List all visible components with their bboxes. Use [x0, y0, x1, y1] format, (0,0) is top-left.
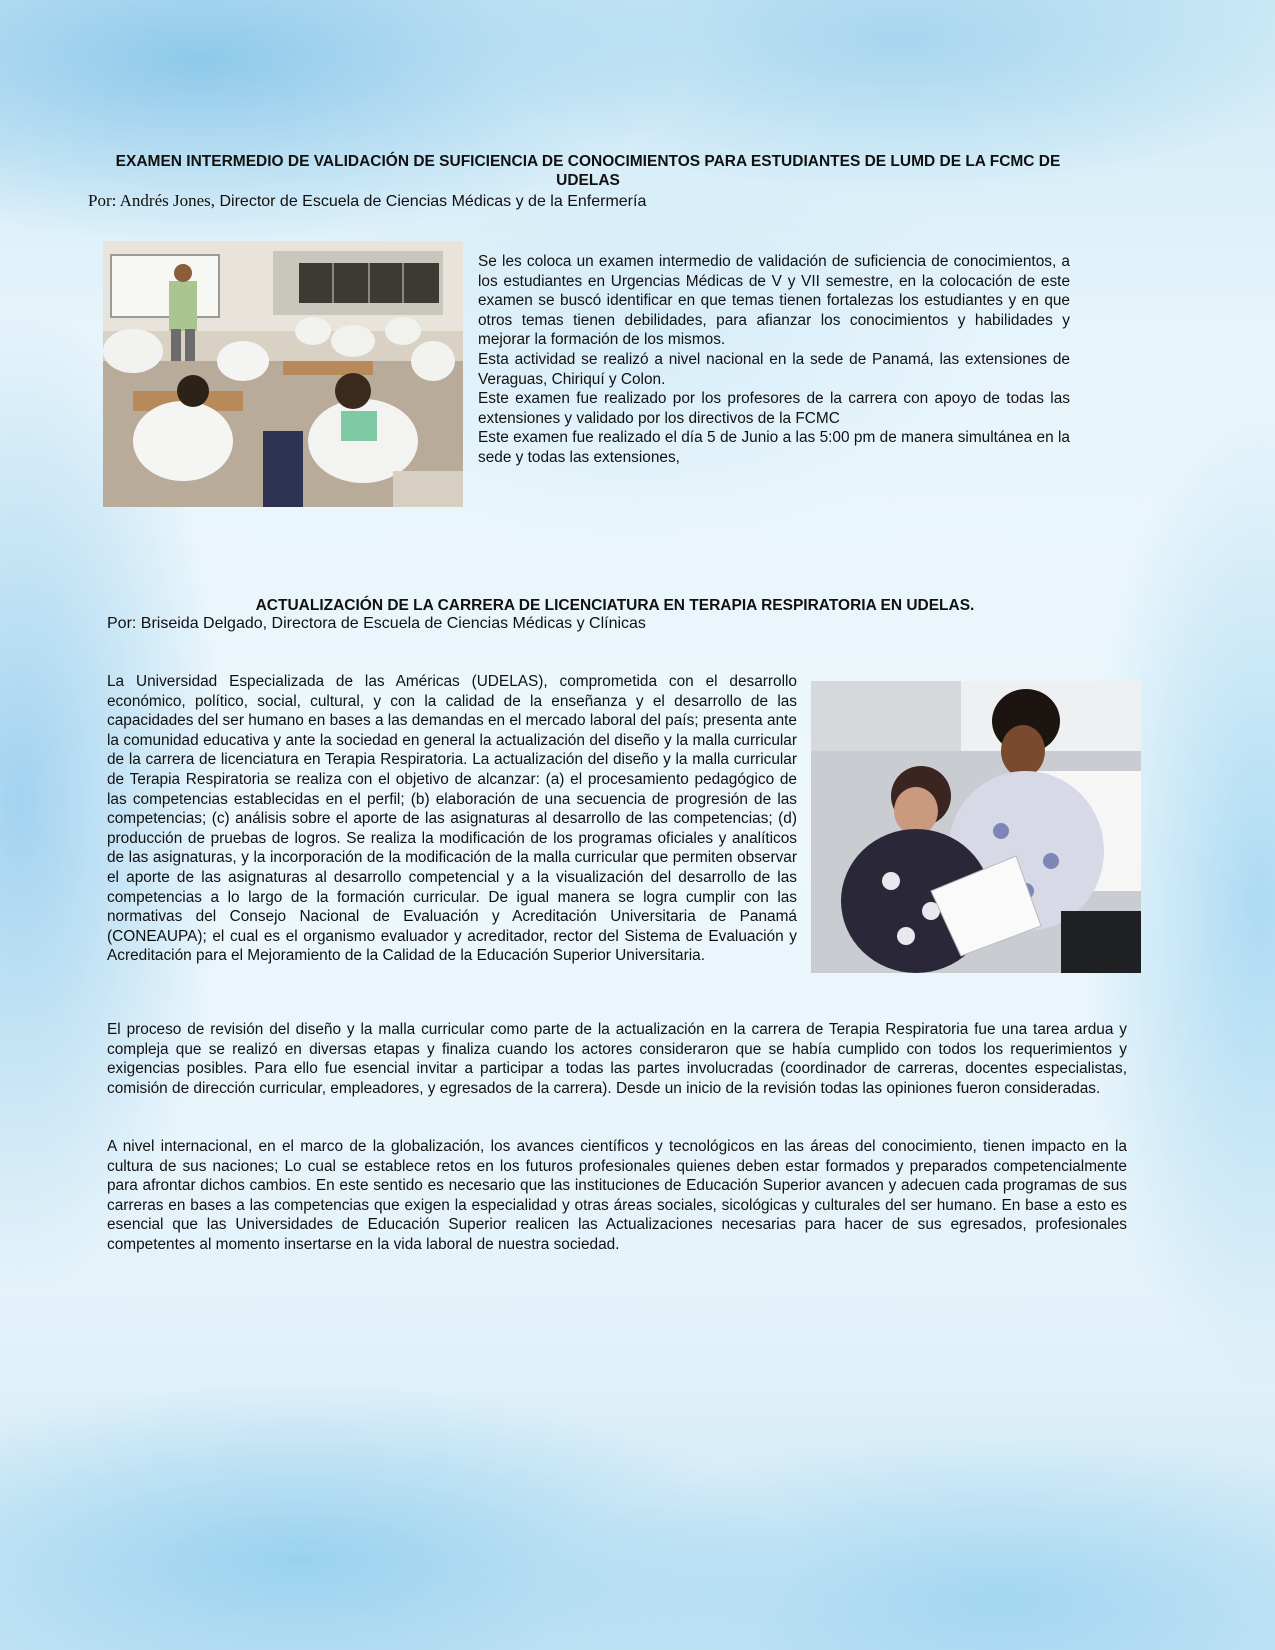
article1-byline-rest: Director de Escuela de Ciencias Médicas y de la Enfermería [215, 193, 647, 210]
article1-title: EXAMEN INTERMEDIO DE VALIDACIÓN DE SUFICIENCIA DE CONOCIMIENTOS PARA ESTUDIANTES DE LUMD DE LA FCMC DE UDELAS [115, 153, 1061, 189]
classroom-exam-photo [103, 241, 463, 507]
article2-paragraph-2: El proceso de revisión del diseño y la malla curricular como parte de la actualización en la carrera de Terapia Respiratoria fue una tarea ardua y compleja que se realizó en diversas etapas y finaliza cuando los actores consideraron que se había cumplido con todos los requerimientos y exigencias posibles. Para ello fue esencial invitar a participar a todas las partes involucradas (coordinador de carreras, docentes especialistas, comisión de dirección curricular, empleadores, y egresados de la carrera). Desde un inicio de la revisión todas las opiniones fueron consideradas. [107, 1021, 1127, 1097]
article2-title: ACTUALIZACIÓN DE LA CARRERA DE LICENCIATURA EN TERAPIA RESPIRATORIA EN UDELAS. [255, 597, 975, 614]
curriculum-review-photo [811, 681, 1141, 973]
article1-paragraph-3: Este examen fue realizado por los profesores de la carrera con apoyo de todas las extensiones y validado por los directivos de la FCMC [478, 390, 1070, 427]
article1-paragraph-4: Este examen fue realizado el día 5 de Junio a las 5:00 pm de manera simultánea en la sede y todas las extensiones, [478, 429, 1070, 466]
article1-byline-prefix: Por: Andrés Jones, [88, 191, 216, 210]
article1-paragraph-2: Esta actividad se realizó a nivel nacional en la sede de Panamá, las extensiones de Veraguas, Chiriquí y Colon. [478, 350, 1070, 388]
article1-byline [88, 191, 988, 212]
article2-intro: La Universidad Especializada de las Américas (UDELAS), comprometida con el desarrollo económico, político, social, cultural, y con la calidad de la enseñanza y el desarrollo de las capacidades del ser humano en bases a las demandas en el mercado laboral del país; presenta ante la comunidad educativa y ante la sociedad en general la actualización del diseño y la malla curricular de la carrera de licenciatura en Terapia Respiratoria. La actualización del diseño y la malla curricular de Terapia Respiratoria se realiza con el objetivo de alcanzar: (a) el procesamiento pedagógico de las competencias establecidas en el perfil; (b) elaboración de una secuencia de progresión de las competencias; (c) análisis sobre el aporte de las asignaturas al desarrollo de las competencias; (d) producción de pruebas de logros. Se realiza la modificación de los programas oficiales y analíticos de las asignaturas, y la incorporación de la modificación de la malla curricular que permiten observar el aporte de las asignaturas al desarrollo competencial y a la visualización del desarrollo de las competencias a lo largo de la formación curricular. De igual manera se logra cumplir con las normativas del Consejo Nacional de Evaluación y Acreditación Universitaria de Panamá (CONEAUPA); el cual es el organismo evaluador y acreditador, rector del Sistema de Evaluación y Acreditación para el Mejoramiento de la Calidad de la Educación Superior Universitaria. [107, 673, 797, 965]
article2-byline: Por: Briseida Delgado, Directora de Escuela de Ciencias Médicas y Clínicas [107, 615, 646, 632]
article2-paragraph-3: A nivel internacional, en el marco de la globalización, los avances científicos y tecnológicos en las áreas del conocimiento, tienen impacto en la cultura de sus naciones; Lo cual se establece retos en los futuros profesionales quienes deben estar formados y preparados competencialmente para afrontar dichos cambios. En este sentido es necesario que las instituciones de Educación Superior avancen y adecuen cada programas de sus carreras en bases a las competencias que exigen la especialidad y otras áreas sociales, sicológicas y culturales del ser humano. En base a esto es esencial que las Universidades de Educación Superior realicen las Actualizaciones necesarias para hacer de sus egresados, profesionales competentes al momento insertarse en la vida laboral de nuestra sociedad. [107, 1138, 1127, 1253]
article1-body [478, 252, 1070, 468]
article1-paragraph-1: Se les coloca un examen intermedio de validación de suficiencia de conocimientos, a los estudiantes en Urgencias Médicas de V y VII semestre, en la colocación de este examen se buscó identificar en que temas tienen fortalezas los estudiantes y en que otros temas tienen debilidades, para afianzar los conocimientos y habilidades y mejorar la formación de los mismos. [478, 253, 1070, 349]
